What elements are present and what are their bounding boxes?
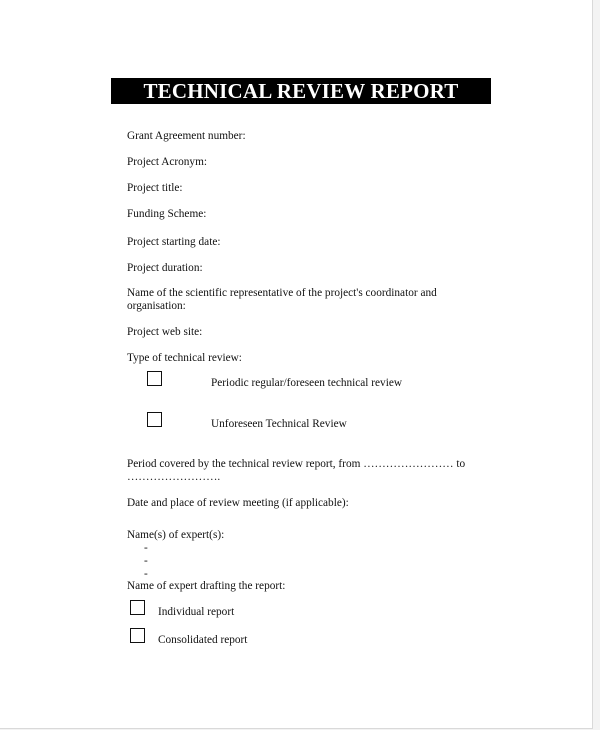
periodic-review-label: Periodic regular/foreseen technical review xyxy=(211,377,403,389)
unforeseen-review-label: Unforeseen Technical Review xyxy=(211,418,347,430)
periodic-review-checkbox[interactable] xyxy=(147,371,162,386)
project-title-label: Project title: xyxy=(127,182,183,194)
report-title: TECHNICAL REVIEW REPORT xyxy=(111,78,491,104)
consolidated-report-checkbox[interactable] xyxy=(130,628,145,643)
project-web-site-label: Project web site: xyxy=(127,326,203,338)
consolidated-report-label: Consolidated report xyxy=(158,634,248,646)
project-duration-label: Project duration: xyxy=(127,262,203,274)
period-covered-line1: Period covered by the technical review report, from …………………… to xyxy=(127,458,466,470)
funding-scheme-label: Funding Scheme: xyxy=(127,208,207,220)
meeting-label: Date and place of review meeting (if applicable): xyxy=(127,497,349,509)
grant-agreement-label: Grant Agreement number: xyxy=(127,130,246,142)
project-start-label: Project starting date: xyxy=(127,236,221,248)
period-covered-line2: ……………………. xyxy=(127,471,221,483)
experts-label: Name(s) of expert(s): xyxy=(127,529,225,541)
scientific-rep-label-line1: Name of the scientific representative of the project's coordinator and xyxy=(127,287,437,299)
expert-bullet: - xyxy=(144,555,148,567)
expert-bullet: - xyxy=(144,542,148,554)
project-acronym-label: Project Acronym: xyxy=(127,156,208,168)
review-type-label: Type of technical review: xyxy=(127,352,242,364)
individual-report-checkbox[interactable] xyxy=(130,600,145,615)
unforeseen-review-checkbox[interactable] xyxy=(147,412,162,427)
scientific-rep-label-line2: organisation: xyxy=(127,300,186,312)
drafting-expert-label: Name of expert drafting the report: xyxy=(127,580,286,592)
individual-report-label: Individual report xyxy=(158,606,235,618)
expert-bullet: - xyxy=(144,568,148,580)
